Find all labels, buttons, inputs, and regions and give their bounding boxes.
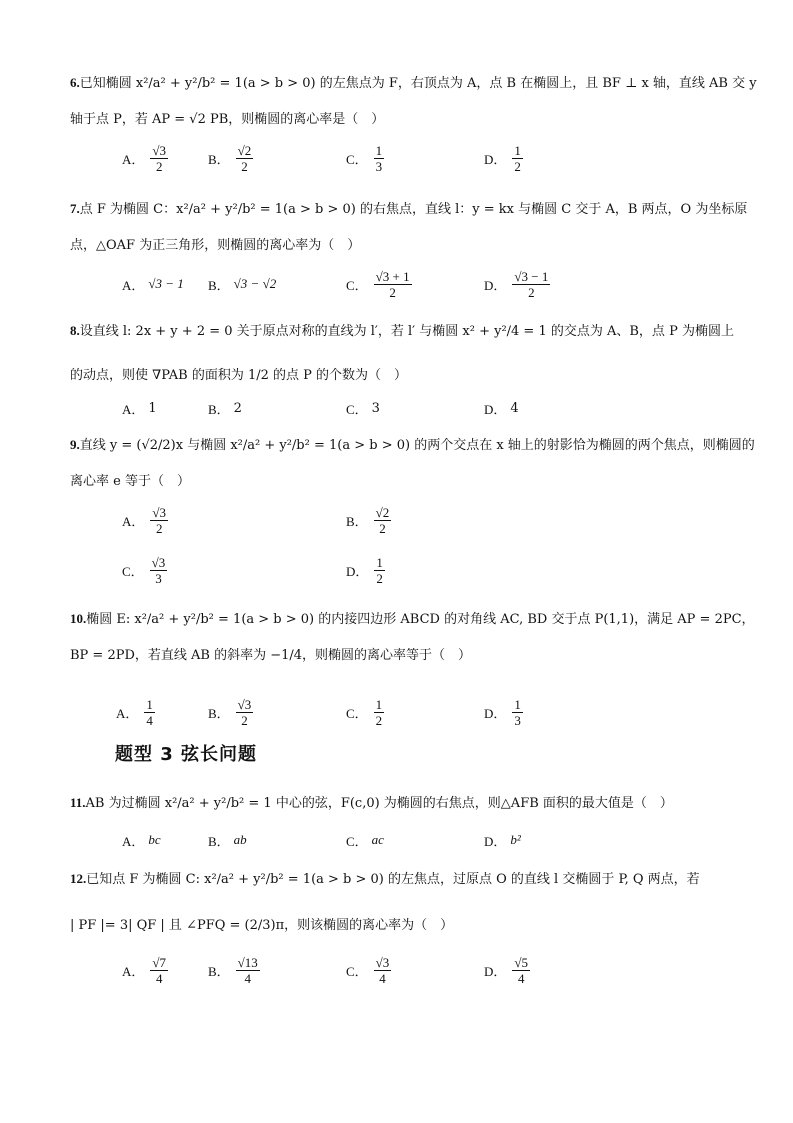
option-d[interactable]: D． 4	[484, 400, 519, 417]
option-d[interactable]: D． $\frac{√3 - 1}{2}$	[484, 268, 549, 300]
question-12	[70, 868, 730, 937]
question-text-line1: 椭圆 E: x²/a² + y²/b² = 1(a > b > 0) 的内接四边形 ABCD 的对角线 AC, BD 交于点 P(1,1)，满足 AP = 2PC，	[86, 612, 755, 627]
question-text-line1: 点 F 为椭圆 C：x²/a² + y²/b² = 1(a > b > 0) 的右焦点，直线 l：y = kx 与椭圆 C 交于 A，B 两点，O 为坐标原	[79, 202, 748, 217]
option-c[interactable]: C． $\frac{1}{2}$	[346, 696, 383, 728]
option-c[interactable]: C． $\frac{√3}{4}$	[346, 954, 390, 986]
question-text-line1: 已知椭圆 x²/a² + y²/b² = 1(a > b > 0) 的左焦点为 F，右顶点为 A，点 B 在椭圆上，且 BF ⊥ x 轴，直线 AB 交 y	[79, 76, 757, 91]
option-b[interactable]: B． 2	[208, 400, 242, 417]
question-text-line1: 已知点 F 为椭圆 C: x²/a² + y²/b² = 1(a > b > 0) 的左焦点，过原点 O 的直线 l 交椭圆于 P, Q 两点，若	[86, 872, 700, 887]
question-number: 8.	[70, 323, 80, 338]
option-d[interactable]: D． $\frac{1}{2}$	[484, 142, 521, 174]
question-11	[70, 792, 730, 815]
question-number: 7.	[70, 201, 80, 216]
question-7	[70, 198, 748, 257]
option-a[interactable]: A． $\frac{√7}{4}$	[122, 954, 167, 986]
question-number: 11.	[70, 795, 86, 810]
option-b[interactable]: B． $\frac{√13}{4}$	[208, 954, 258, 986]
question-text-line2: 点，△OAF 为正三角形，则椭圆的离心率为（ ）	[70, 238, 361, 253]
question-text-line1: 直线 y = (√2/2)x 与椭圆 x²/a² + y²/b² = 1(a > b > 0) 的两个交点在 x 轴上的射影恰为椭圆的两个焦点，则椭圆的	[79, 438, 755, 453]
option-b[interactable]: B． $\frac{√3}{2}$	[208, 696, 252, 728]
option-c[interactable]: C． $\frac{√3 + 1}{2}$	[346, 268, 410, 300]
option-d[interactable]: D． $\frac{√5}{4}$	[484, 954, 529, 986]
question-9	[70, 434, 755, 493]
option-a[interactable]: A． $\frac{√3}{2}$	[122, 142, 167, 174]
option-c[interactable]: C． $\frac{1}{3}$	[346, 142, 383, 174]
question-number: 9.	[70, 437, 80, 452]
question-number: 12.	[70, 871, 87, 886]
question-6	[70, 72, 757, 131]
option-b[interactable]: B． ab	[208, 832, 247, 849]
question-text-line1: 设直线 l: 2x + y + 2 = 0 关于原点对称的直线为 l′，若 l′ 与椭圆 x² + y²/4 = 1 的交点为 A、B，点 P 为椭圆上	[79, 324, 734, 339]
question-number: 6.	[70, 75, 80, 90]
option-a[interactable]: A． $\frac{√3}{2}$	[122, 504, 167, 536]
question-text-line2: 离心率 e 等于（ ）	[70, 474, 190, 489]
option-d[interactable]: D． $\frac{1}{2}$	[346, 554, 383, 586]
option-d[interactable]: D． $\frac{1}{3}$	[484, 696, 521, 728]
question-text-line2: BP = 2PD，若直线 AB 的斜率为 −1/4，则椭圆的离心率等于（ ）	[70, 648, 472, 663]
option-b[interactable]: B． $\frac{√2}{2}$	[346, 504, 390, 536]
question-text-line2: 轴于点 P，若 AP = √2 PB，则椭圆的离心率是（ ）	[70, 112, 385, 127]
option-a[interactable]: A． $\frac{1}{4}$	[116, 696, 153, 728]
option-c[interactable]: C． $\frac{√3}{3}$	[122, 554, 166, 586]
option-a[interactable]: A． √3 − 1	[122, 276, 184, 293]
option-a[interactable]: A． bc	[122, 832, 161, 849]
option-c[interactable]: C． ac	[346, 832, 384, 849]
option-a[interactable]: A． 1	[122, 400, 157, 417]
question-text-line2: 的动点，则使 ∇PAB 的面积为 1/2 的点 P 的个数为（ ）	[70, 368, 408, 383]
section-title: 题型 3 弦长问题	[115, 744, 258, 765]
option-c[interactable]: C． 3	[346, 400, 380, 417]
question-8	[70, 320, 734, 387]
option-d[interactable]: D． b²	[484, 832, 521, 849]
option-b[interactable]: B． √3 − √2	[208, 276, 277, 293]
question-10	[70, 608, 755, 667]
question-text-line1: AB 为过椭圆 x²/a² + y²/b² = 1 中心的弦，F(c,0) 为椭圆的右焦点，则△AFB 面积的最大值是（ ）	[85, 796, 673, 811]
question-number: 10.	[70, 611, 87, 626]
question-text-line2: | PF |= 3| QF | 且 ∠PFQ = (2/3)π，则该椭圆的离心率为（ ）	[70, 918, 454, 933]
option-b[interactable]: B． $\frac{√2}{2}$	[208, 142, 252, 174]
